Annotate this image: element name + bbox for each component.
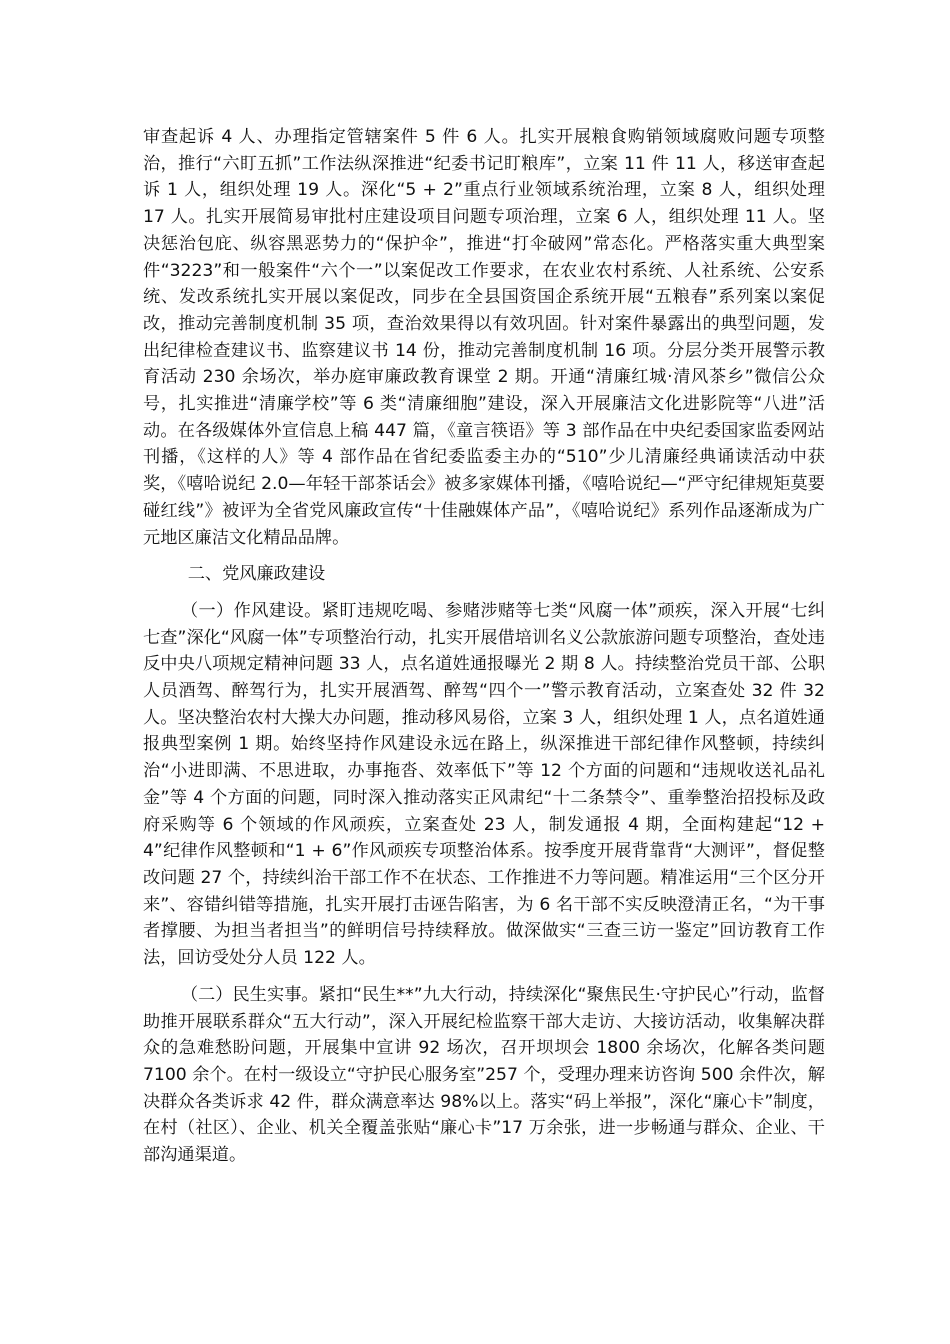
section-heading: 二、党风廉政建设 — [187, 564, 326, 585]
paragraph-continuation: 审查起诉 4 人、办理指定管辖案件 5 件 6 人。扎实开展粮食购销领域腐败问题专项整治，推行“六盯五抓”工作法纵深推进“纪委书记盯粮库”，立案 11 件 11 人，移送审查起诉 1 人，组织处理 19 人。深化“5 + 2”重点行业领域系统治理，立案 8 人，组织处理 17 人。扎实开展简易审批村庄建设项目问题专项治理，立案 6 人，组织处理 11 人。坚决惩治包庇、纵容黑恶势力的“保护伞”，推进“打伞破网”常态化。严格落实重大典型案件“3223”和一般案件“六个一”以案促改工作要求，在农业农村系统、人社系统、公安系统、发改系统扎实开展以案促改，同步在全县国资国企系统开展“五粮春”系列案以案促改，推动完善制度机制 35 项，查治效果得以有效巩固。针对案件暴露出的典型问题，发出纪律检查建议书、监察建议书 14 份，推动完善制度机制 16 项。分层分类开展警示教育活动 230 余场次，举办庭审廉政教育课堂 2 期。开通“清廉红城·清风茶乡”微信公众号，扎实推进“清廉学校”等 6 类“清廉细胞”建设，深入开展廉洁文化进影院等“八进”活动。在各级媒体外宣信息上稿 447 篇，《童言筷语》等 3 部作品在中央纪委国家监委网站刊播，《这样的人》等 4 部作品在省纪委监委主办的“510”少儿清廉经典诵读活动中获奖，《嘻哈说纪 2.0—年轻干部茶话会》被多家媒体刊播，《嘻哈说纪—“严守纪律规矩莫要碰红线”》被评为全省党风廉政宣传“十佳融媒体产品”，《嘻哈说纪》系列作品逐渐成为广元地区廉洁文化精品品牌。 — [143, 127, 825, 548]
paragraph-work-style: （一）作风建设。紧盯违规吃喝、参赌涉赌等七类“风腐一体”顽疾，深入开展“七纠七查”深化“风腐一体”专项整治行动，扎实开展借培训名义公款旅游问题专项整治，查处违反中央八项规定精神问题 33 人，点名道姓通报曝光 2 期 8 人。持续整治党员干部、公职人员酒驾、醉驾行为，扎实开展酒驾、醉驾“四个一”警示教育活动，立案查处 32 件 32 人。坚决整治农村大操大办问题，推动移风易俗，立案 3 人，组织处理 1 人，点名道姓通报典型案例 1 期。始终坚持作风建设永远在路上，纵深推进干部纪律作风整顿，持续纠治“小进即满、不思进取，办事拖沓、效率低下”等 12 个方面的问题和“违规收送礼品礼金”等 4 个方面的问题，同时深入推动落实正风肃纪“十二条禁令”、重拳整治招投标及政府采购等 6 个领域的作风顽疾，立案查处 23 人，制发通报 4 期，全面构建起“12 + 4”纪律作风整顿和“1 + 6”作风顽疾专项整治体系。按季度开展背靠背“大测评”，督促整改问题 27 个，持续纠治干部工作不在状态、工作推进不力等问题。精准运用“三个区分开来”、容错纠错等措施，扎实开展打击诬告陷害，为 6 名干部不实反映澄清正名，“为干事者撑腰、为担当者担当”的鲜明信号持续释放。做深做实“三查三访一鉴定”回访教育工作法，回访受处分人员 122 人。 — [143, 600, 825, 969]
paragraph-livelihood: （二）民生实事。紧扣“民生**”九大行动，持续深化“聚焦民生·守护民心”行动，监督助推开展联系群众“五大行动”，深入开展纪检监察干部大走访、大接访活动，收集解决群众的急难愁盼问题，开展集中宣讲 92 场次，召开坝坝会 1800 余场次，化解各类问题 7100 余个。在村一级设立“守护民心服务室”257 个，受理办理来访咨询 500 余件次，解决群众各类诉求 42 件，群众满意率达 98%以上。落实“码上举报”，深化“廉心卡”制度，在村（社区）、企业、机关全覆盖张贴“廉心卡”17 万余张，进一步畅通与群众、企业、干部沟通渠道。 — [143, 984, 825, 1166]
document-body — [143, 124, 825, 1169]
